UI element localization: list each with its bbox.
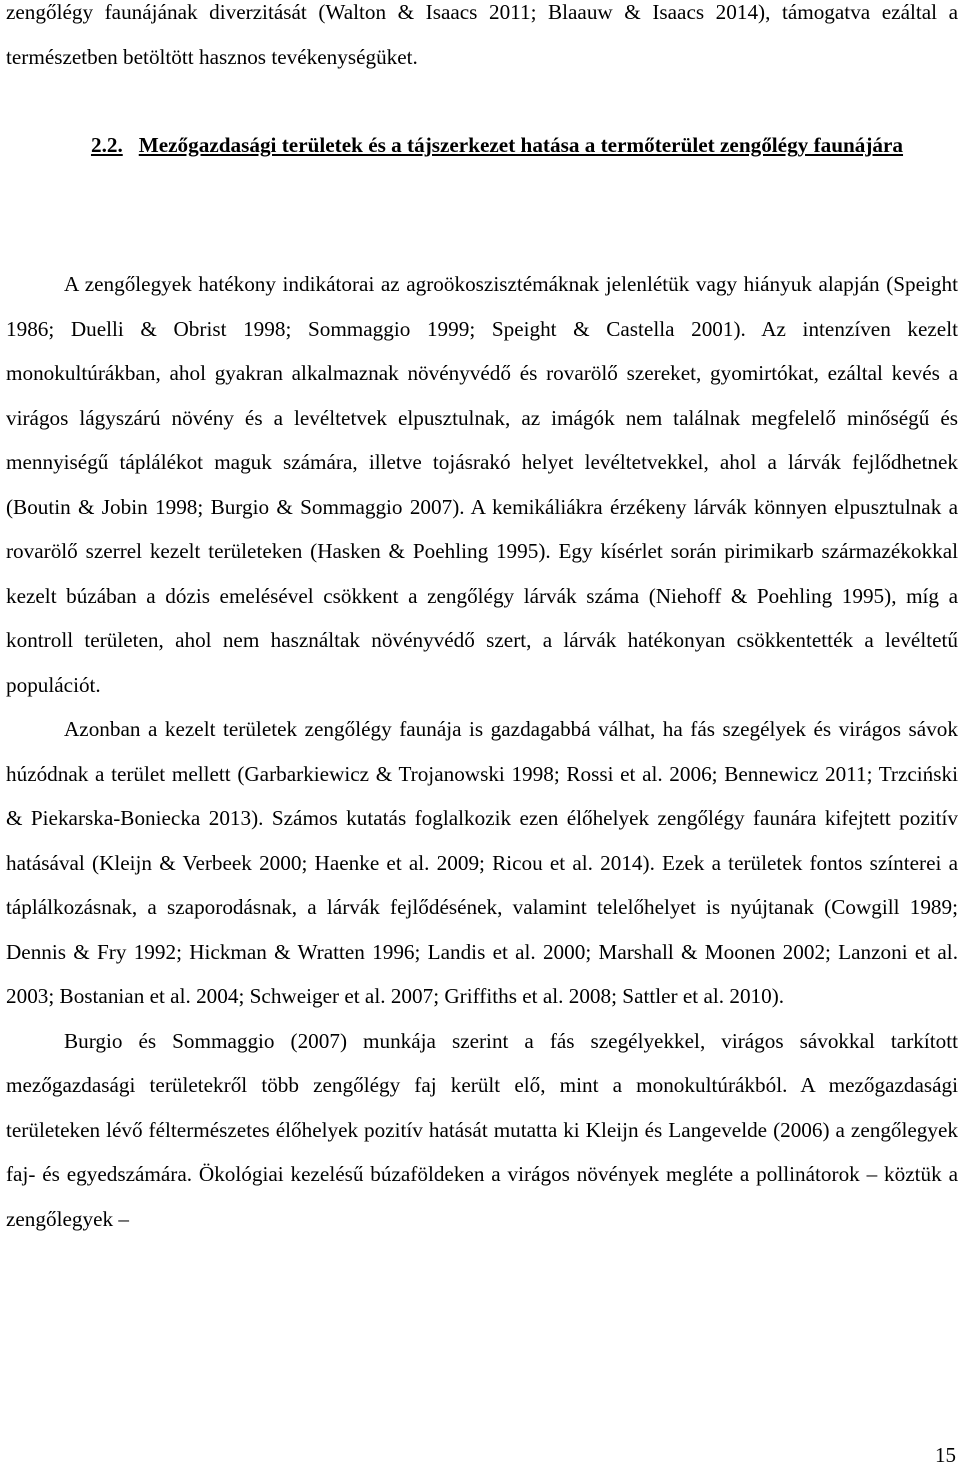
section-number: 2.2. [90, 133, 123, 157]
section-heading [40, 122, 954, 168]
body-paragraph-3: Burgio és Sommaggio (2007) munkája szerint a fás szegélyekkel, virágos sávokkal tarkított mezőgazdasági területekről több zengőlégy faj került elő, mint a monokultúrákból. A mezőgazdasági területeken lévő féltermészetes élőhelyek pozitív hatását mutatta ki Kleijn és Langevelde (2006) a zengőlegyek faj- és egyedszámára. Ökológiai kezelésű búzaföldeken a virágos növények megléte a pollinátorok – köztük a zengőlegyek – [6, 1028, 958, 1231]
intro-paragraph: zengőlégy faunájának diverzitását (Walton & Isaacs 2011; Blaauw & Isaacs 2014), támogatva ezáltal a természetben betöltött hasznos tevékenységüket. [6, 0, 958, 69]
page-number: 15 [935, 1443, 956, 1467]
section-body [6, 262, 958, 1241]
body-paragraph-2: Azonban a kezelt területek zengőlégy faunája is gazdagabbá válhat, ha fás szegélyek és virágos sávok húzódnak a terület mellett (Garbarkiewicz & Trojanowski 1998; Rossi et al. 2006; Bennewicz 2011; Trzciński & Piekarska-Boniecka 2013). Számos kutatás foglalkozik ezen élőhelyek zengőlégy faunára kifejtett pozitív hatásával (Kleijn & Verbeek 2000; Haenke et al. 2009; Ricou et al. 2014). Ezek a területek fontos színterei a táplálkozásnak, a szaporodásnak, a lárvák fejlődésének, valamint telelőhelyet is nyújtanak (Cowgill 1989; Dennis & Fry 1992; Hickman & Wratten 1996; Landis et al. 2000; Marshall & Moonen 2002; Lanzoni et al. 2003; Bostanian et al. 2004; Schweiger et al. 2007; Griffiths et al. 2008; Sattler et al. 2010). [6, 717, 958, 1008]
section-title: Mezőgazdasági területek és a tájszerkezet hatása a termőterület zengőlégy faunájára [138, 133, 904, 157]
body-paragraph-1: A zengőlegyek hatékony indikátorai az agroökoszisztémáknak jelenlétük vagy hiányuk alapján (Speight 1986; Duelli & Obrist 1998; Sommaggio 1999; Speight & Castella 2001). Az intenzíven kezelt monokultúrákban, ahol gyakran alkalmaznak növényvédő és rovarölő szereket, gyomirtókat, ezáltal kevés a virágos lágyszárú növény és a levéltetvek elpusztulnak, az imágók nem találnak megfelelő minőségű és mennyiségű táplálékot maguk számára, illetve tojásrakó helyet levéltetvekkel, ahol a lárvák fejlődhetnek (Boutin & Jobin 1998; Burgio & Sommaggio 2007). A kemikáliákra érzékeny lárvák könnyen elpusztulnak a rovarölő szerrel kezelt területeken (Hasken & Poehling 1995). Egy kísérlet során pirimikarb származékokkal kezelt búzában a dózis emelésével csökkent a zengőlégy lárvák száma (Niehoff & Poehling 1995), míg a kontroll területen, ahol nem használtak növényvédő szert, a lárvák hatékonyan csökkentették a levéltetű populációt. [6, 272, 958, 697]
